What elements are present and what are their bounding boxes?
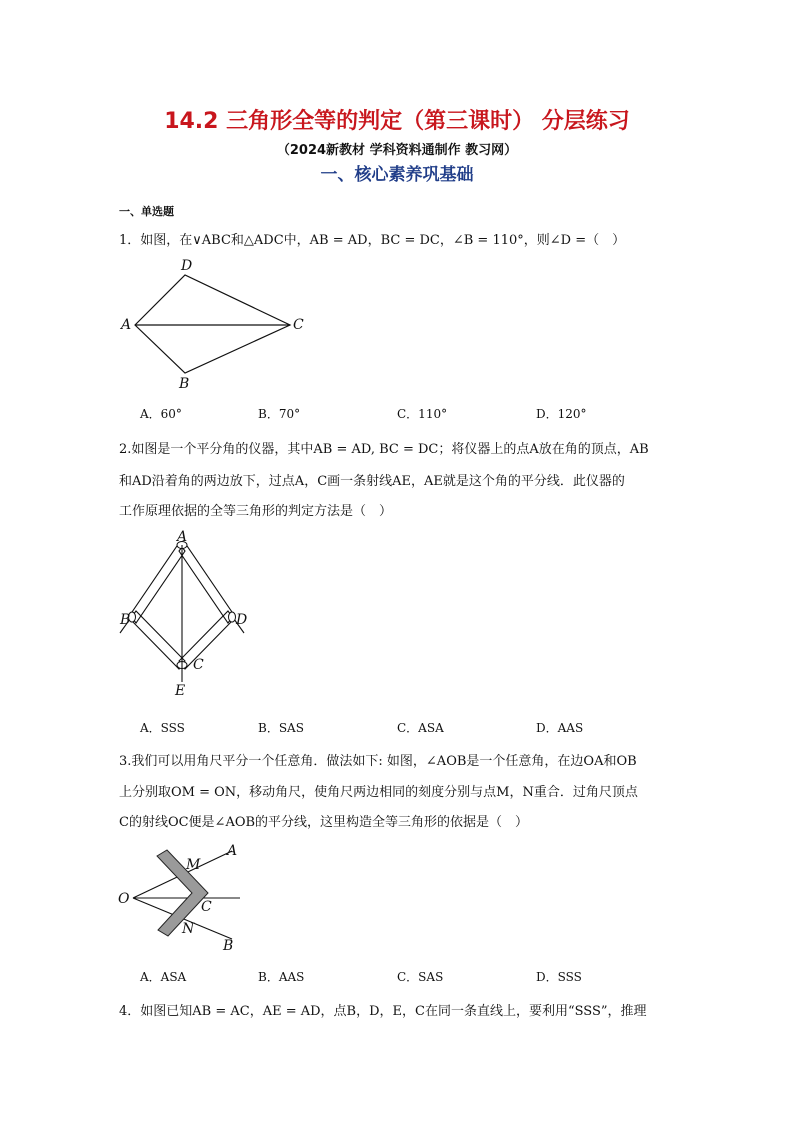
question-3-line-1: 3.我们可以用角尺平分一个任意角．做法如下: 如图，∠AOB是一个任意角，在边OA和OB [119,754,637,769]
question-2-figure [115,530,255,700]
label-b: B [179,376,190,392]
label-e: E [175,683,186,699]
ruler-ad [179,543,234,623]
page-title: 14.2 三角形全等的判定（第三课时） 分层练习 [164,109,630,134]
label-o: O [118,891,130,907]
q1-option-b: B．70° [258,407,301,421]
label-a: A [121,317,132,333]
q3-option-b: B．AAS [258,970,305,984]
q3-option-d: D．SSS [536,970,582,984]
q1-option-a: A．60° [140,407,182,421]
label-c: C [293,317,304,333]
label-b: B [120,612,131,628]
label-b: B [223,938,234,954]
part-heading: 一、单选题 [119,205,174,218]
question-3-figure [115,838,255,953]
q2-option-d: D．AAS [536,721,584,735]
label-c: C [201,899,212,915]
q2-option-a: A．SSS [140,721,185,735]
question-2-line-1: 2.如图是一个平分角的仪器，其中AB = AD, BC = DC；将仪器上的点A放在角的顶点，AB [119,442,649,457]
ruler-ab [130,543,185,623]
label-d: D [181,258,193,274]
label-c: C [193,657,204,673]
label-a: A [227,843,238,859]
q1-option-c: C．110° [397,407,448,421]
kite-quadrilateral [135,275,290,373]
q3-option-c: C．SAS [397,970,444,984]
label-n: N [182,921,195,937]
label-a: A [177,529,188,545]
q2-option-c: C．ASA [397,721,444,735]
question-2-line-3: 工作原理依据的全等三角形的判定方法是（ ） [119,504,393,519]
question-1-text: 1．如图，在∨ABC和△ADC中，AB = AD，BC = DC，∠B = 110°，则∠D =（ ） [119,233,626,248]
question-2-line-2: 和AD沿着角的两边放下，过点A，C画一条射线AE，AE就是这个角的平分线．此仪器的 [119,474,625,489]
q3-option-a: A．ASA [140,970,187,984]
question-3-line-3: C的射线OC便是∠AOB的平分线，这里构造全等三角形的依据是（ ） [119,815,529,830]
q1-option-d: D．120° [536,407,587,421]
section-heading: 一、核心素养巩基础 [320,165,474,185]
label-d: D [236,612,248,628]
q2-option-b: B．SAS [258,721,304,735]
page-subtitle: （2024新教材 学科资料通制作 教习网） [276,143,518,158]
question-1-figure [115,255,315,390]
question-3-line-2: 上分别取OM = ON，移动角尺，使角尺两边相同的刻度分别与点M，N重合．过角尺顶点 [119,785,638,800]
question-4-line-1: 4．如图已知AB = AC，AE = AD，点B，D，E，C在同一条直线上，要利用“SSS”，推理 [119,1004,647,1019]
label-m: M [186,857,201,873]
